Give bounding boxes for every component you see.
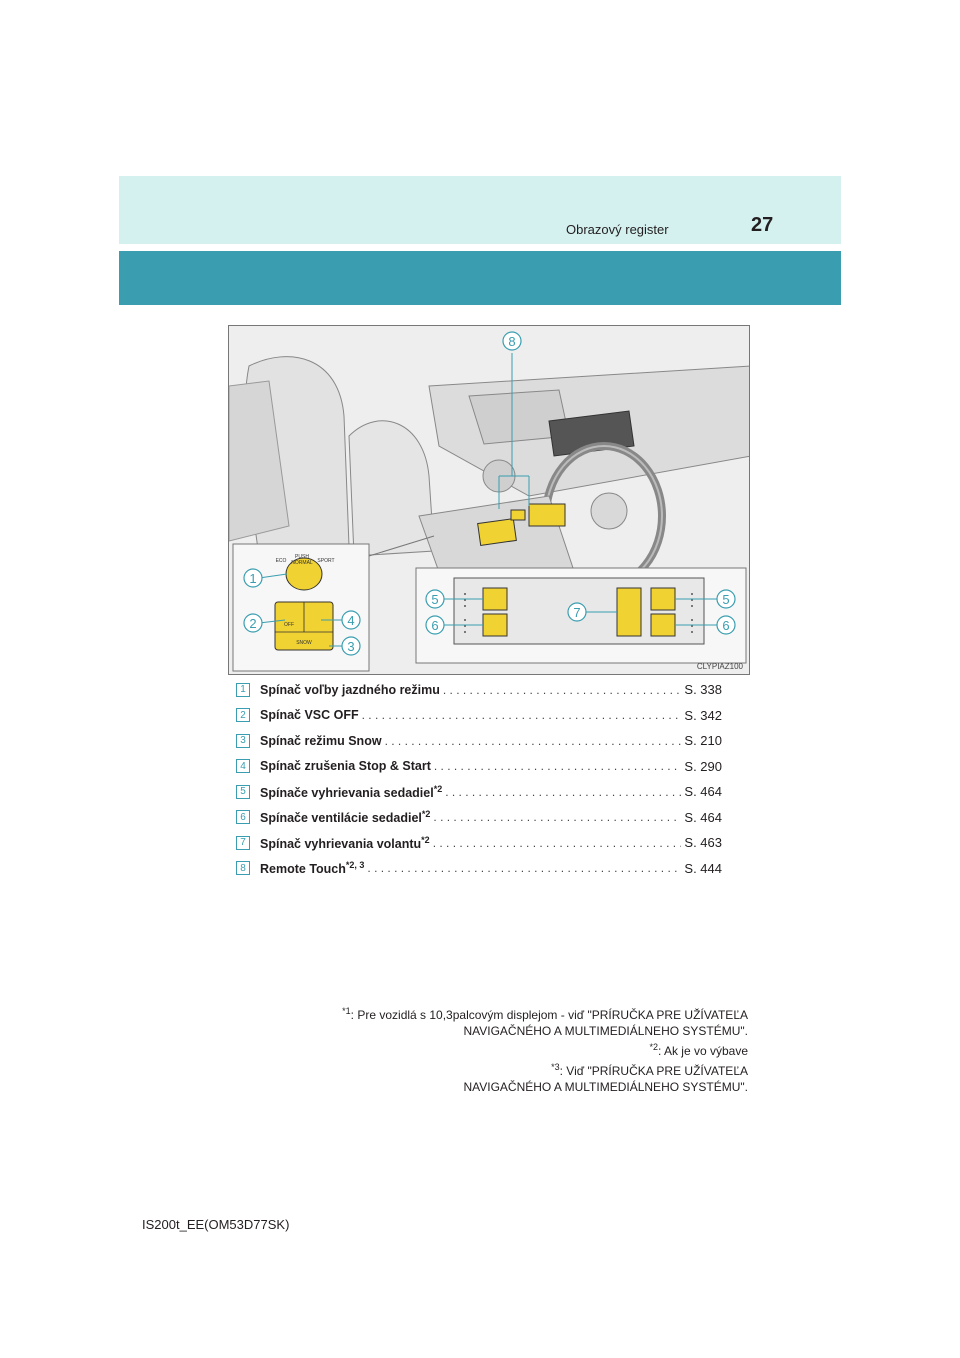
toc-label: Remote Touch$^{*2, 3}$ <box>260 860 365 877</box>
footnote-1-cont: NAVIGAČNÉHO A MULTIMEDIÁLNEHO SYSTÉMU". <box>463 1024 748 1038</box>
toc-label: Spínač voľby jazdného režimu <box>260 682 440 697</box>
toc-row[interactable] <box>236 779 722 805</box>
toc-label: Spínač zrušenia Stop & Start <box>260 759 431 774</box>
number-badge: 5 <box>236 785 250 799</box>
number-badge: 2 <box>236 708 250 722</box>
toc-label: Spínač vyhrievania volantu$^{*2}$ <box>260 834 430 851</box>
toc-page-ref[interactable]: S. 464 <box>684 784 722 800</box>
footnote-1: $^{*1}$: Pre vozidlá s 10,3palcovým displejom - viď "PRÍRUČKA PRE UŽÍVATEĽA <box>342 1006 748 1022</box>
leader-dots <box>433 836 682 850</box>
toc-page-ref[interactable]: S. 342 <box>684 707 722 723</box>
component-index <box>236 677 722 881</box>
toc-row[interactable] <box>236 805 722 831</box>
callout-8-label: 8 <box>508 334 516 349</box>
leader-dots <box>434 759 682 773</box>
sport-label: SPORT <box>317 558 335 564</box>
page-number: 27 <box>751 214 774 236</box>
section-title: Obrazový register <box>566 222 669 237</box>
toc-row[interactable] <box>236 728 722 754</box>
number-badge: 1 <box>236 683 250 697</box>
number-badge: 4 <box>236 759 250 773</box>
toc-label: Spínač režimu Snow <box>260 733 382 748</box>
footnote-3-cont: NAVIGAČNÉHO A MULTIMEDIÁLNEHO SYSTÉMU". <box>463 1080 748 1094</box>
toc-row[interactable] <box>236 856 722 882</box>
interior-illustration-drawing <box>229 326 750 675</box>
header-accent-band <box>119 251 841 305</box>
leader-dots <box>362 708 682 722</box>
toc-page-ref[interactable]: S. 464 <box>684 809 722 825</box>
number-badge: 7 <box>236 836 250 850</box>
push-label: PUSH <box>295 554 309 560</box>
callout-4-label: 4 <box>347 613 355 628</box>
toc-page-ref[interactable]: S. 290 <box>684 758 722 774</box>
toc-row[interactable] <box>236 703 722 729</box>
footnotes <box>342 1003 748 1095</box>
callout-5-right-label: 5 <box>722 592 730 607</box>
leader-dots <box>385 734 682 748</box>
snow-label: SNOW <box>296 640 312 646</box>
toc-page-ref[interactable]: S. 444 <box>684 860 722 876</box>
normal-label: NORMAL <box>291 560 313 566</box>
toc-label: Spínač VSC OFF <box>260 708 359 723</box>
toc-label: Spínače vyhrievania sedadiel$^{*2}$ <box>260 783 443 800</box>
toc-row[interactable] <box>236 754 722 780</box>
eco-label: ECO <box>275 558 287 564</box>
leader-dots <box>445 785 681 799</box>
leader-dots <box>433 810 681 824</box>
callout-7-label: 7 <box>573 605 581 620</box>
toc-row[interactable] <box>236 677 722 703</box>
callout-1-label: 1 <box>249 571 257 586</box>
leader-dots <box>443 683 682 697</box>
interior-illustration <box>228 325 750 675</box>
callout-5-left-label: 5 <box>431 592 439 607</box>
number-badge: 3 <box>236 734 250 748</box>
number-badge: 8 <box>236 861 250 875</box>
header-light-band <box>119 176 841 244</box>
toc-label: Spínače ventilácie sedadiel$^{*2}$ <box>260 809 431 826</box>
callout-2-label: 2 <box>249 616 257 631</box>
callout-6-left-label: 6 <box>431 618 439 633</box>
image-code: CLYPIAZ100 <box>696 662 743 671</box>
number-badge: 6 <box>236 810 250 824</box>
off-label: OFF <box>284 622 294 628</box>
footnote-2: $^{*2}$: Ak je vo výbave <box>649 1042 748 1058</box>
toc-page-ref[interactable]: S. 338 <box>684 682 722 698</box>
footnote-3: $^{*3}$: Viď "PRÍRUČKA PRE UŽÍVATEĽA <box>551 1062 748 1078</box>
callout-3-label: 3 <box>347 639 355 654</box>
toc-page-ref[interactable]: S. 210 <box>684 733 722 749</box>
document-code: IS200t_EE(OM53D77SK) <box>142 1217 290 1232</box>
leader-dots <box>367 861 681 875</box>
toc-page-ref[interactable]: S. 463 <box>684 835 722 851</box>
callout-6-right-label: 6 <box>722 618 730 633</box>
toc-row[interactable] <box>236 830 722 856</box>
